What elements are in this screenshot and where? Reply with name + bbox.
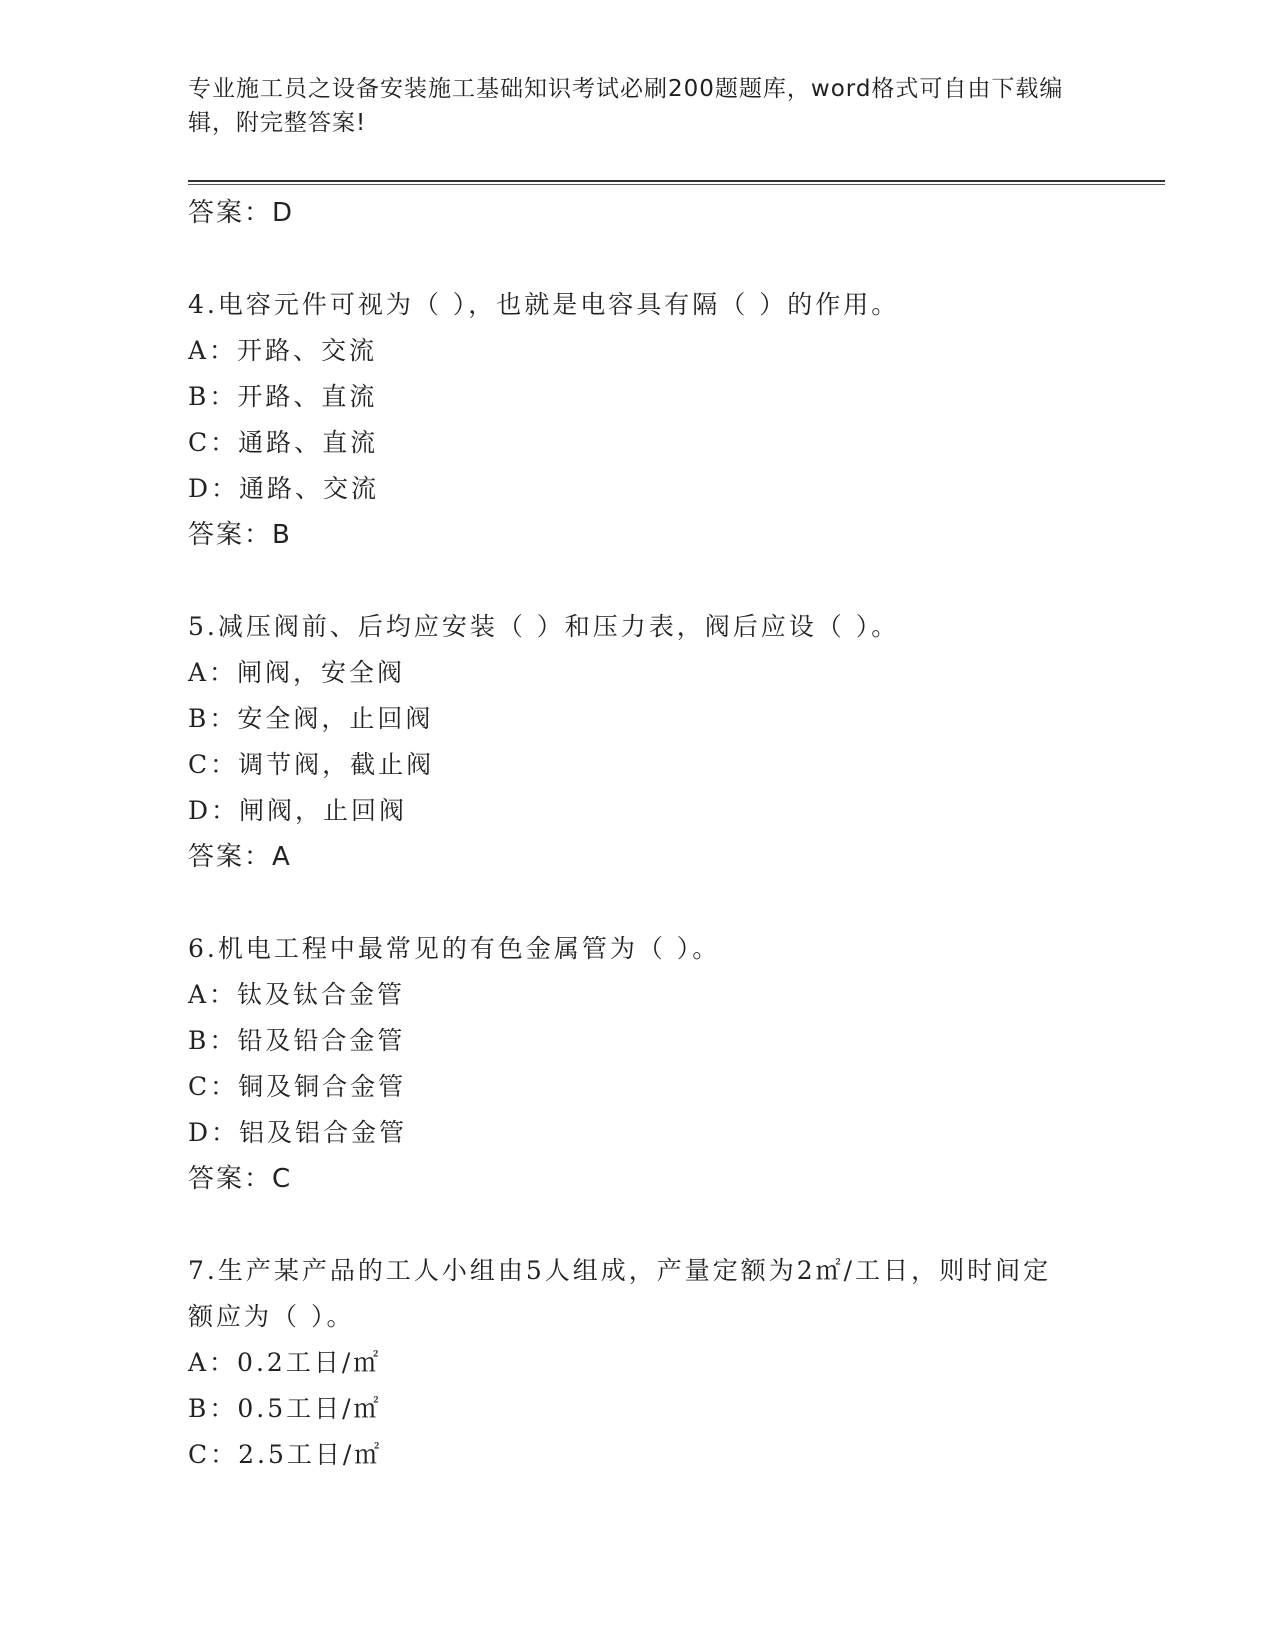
option-a: A：开路、交流: [188, 336, 378, 365]
option-d: D：铝及铝合金管: [188, 1118, 408, 1147]
question-stem: 5.减压阀前、后均应安装（ ）和压力表，阀后应设（ ）。: [188, 612, 900, 641]
question-block: [188, 282, 1088, 558]
question-stem: 7.生产某产品的工人小组由5人组成，产量定额为2㎡/工日，则时间定额应为（ ）。: [188, 1256, 1052, 1331]
document-header: 专业施工员之设备安装施工基础知识考试必刷200题题库，word格式可自由下载编辑，附完整答案!: [188, 76, 1064, 136]
option-c: C：铜及铜合金管: [188, 1072, 407, 1101]
answer-line: 答案：B: [188, 520, 292, 550]
spacer: [188, 236, 1088, 282]
option-b: B：开路、直流: [188, 382, 378, 411]
answer-line: 答案：A: [188, 842, 292, 872]
question-stem: 4.电容元件可视为（ ），也就是电容具有隔（ ）的作用。: [188, 290, 900, 319]
option-b: B：安全阀，止回阀: [188, 704, 434, 733]
question-block: [188, 604, 1088, 880]
question-block: [188, 1248, 1088, 1478]
question-list: [188, 190, 1088, 1478]
option-a: A：0.2工日/㎡: [188, 1348, 382, 1377]
answer-line: 答案：D: [188, 198, 295, 228]
option-c: C：2.5工日/㎡: [188, 1440, 383, 1469]
spacer: [188, 558, 1088, 604]
header-divider-thin: [188, 184, 1165, 185]
option-d: D：通路、交流: [188, 474, 380, 503]
spacer: [188, 880, 1088, 926]
spacer: [188, 1202, 1088, 1248]
answer-line: 答案：C: [188, 1164, 293, 1194]
option-c: C：通路、直流: [188, 428, 379, 457]
header-divider: [188, 180, 1165, 182]
question-block: [188, 926, 1088, 1202]
option-a: A：钛及钛合金管: [188, 980, 406, 1009]
option-b: B：铅及铅合金管: [188, 1026, 406, 1055]
option-c: C：调节阀，截止阀: [188, 750, 435, 779]
question-stem: 6.机电工程中最常见的有色金属管为（ ）。: [188, 934, 721, 963]
option-a: A：闸阀，安全阀: [188, 658, 406, 687]
option-b: B：0.5工日/㎡: [188, 1394, 382, 1423]
option-d: D：闸阀，止回阀: [188, 796, 408, 825]
